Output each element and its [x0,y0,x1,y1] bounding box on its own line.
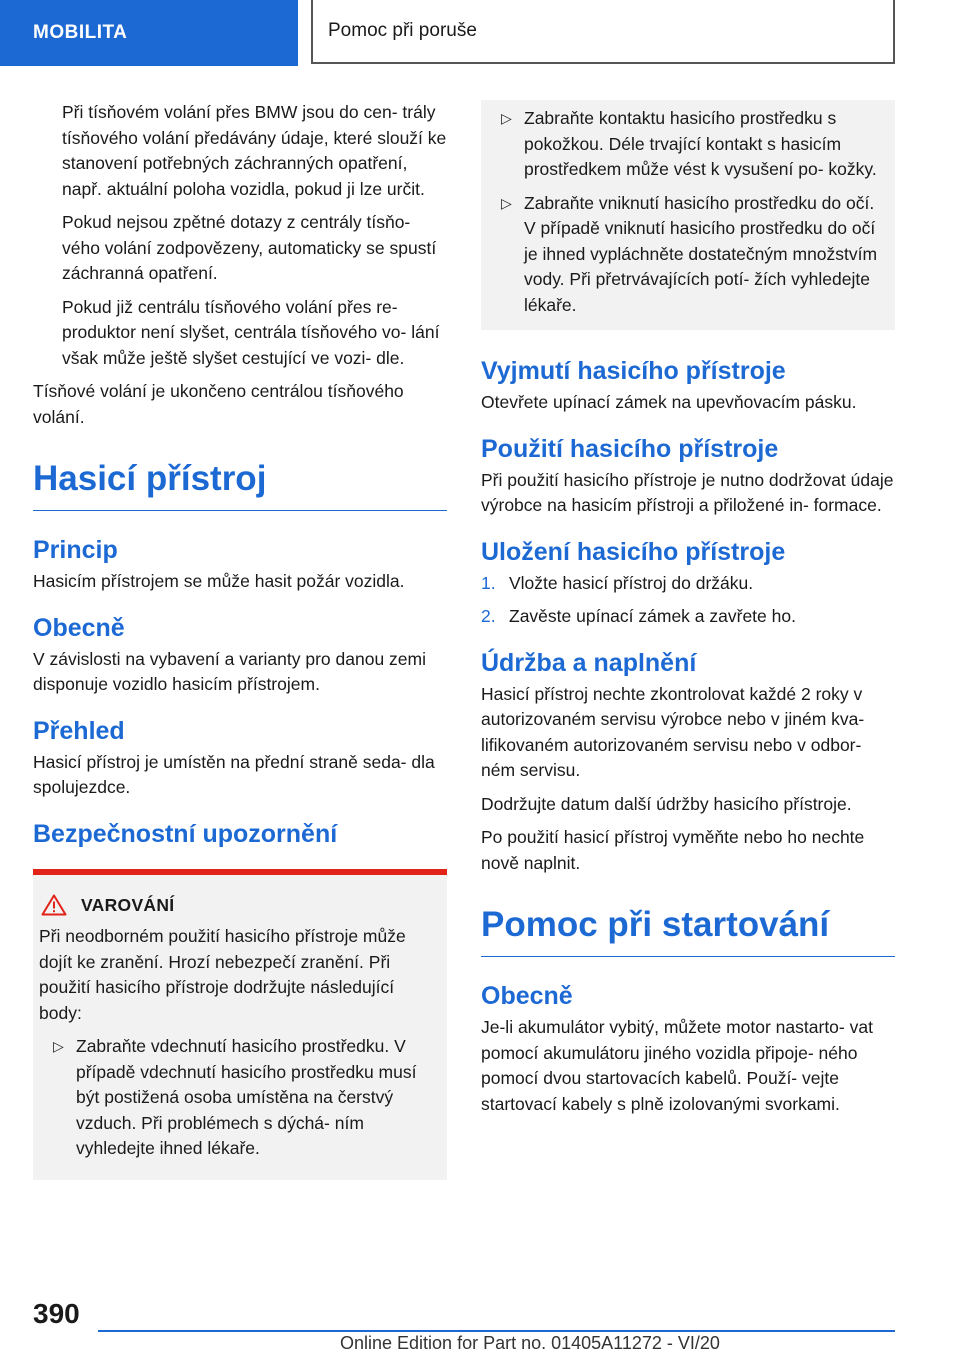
paragraph: Hasicí přístroj nechte zkontrolovat každé 2 roky v autorizovaném servisu výrobce nebo v jiném kva‐ lifikovaném autorizovaném servisu nebo v odbor‐ ném servisu. [481,683,865,780]
step-number: 2. [481,606,496,626]
list-item: 2. Zavěste upínací zámek a zavřete ho. [481,604,895,630]
heading-obecne: Obecně [481,982,573,1010]
paragraph: V závislosti na vybavení a varianty pro danou zemi disponuje vozidlo hasicím přístrojem. [33,648,426,694]
list-item: 1. Vložte hasicí přístroj do držáku. [481,571,895,597]
paragraph: Hasicí přístroj je umístěn na přední straně seda‐ dla spolujezdce. [33,751,435,797]
paragraph: Pokud nejsou zpětné dotazy z centrály tísňo‐ vého volání zodpovězeny, automaticky se spustí záchranná opatření. [62,212,437,283]
warning-box-continued [481,100,895,330]
paragraph: Při tísňovém volání přes BMW jsou do cen‐ trály tísňového volání předávány údaje, které slouží ke stanovení potřebných záchranných opatření, např. aktuální poloha vozidla, pokud ji lze určit. [62,102,447,199]
step-number: 1. [481,572,496,593]
warning-label: VAROVÁNÍ [81,894,175,915]
paragraph: Po použití hasicí přístroj vyměňte nebo ho nechte nově naplnit. [481,827,865,873]
heading-safety-notes: Bezpečnostní upozornění [33,819,338,848]
heading-obecne: Obecně [33,613,125,642]
warning-list [487,106,889,318]
left-column [33,100,447,1180]
section-tab: MOBILITA [0,0,298,66]
warning-title [39,893,441,919]
chapter-heading-jump-start: Pomoc při startování [481,904,895,957]
heading-storage: Uložení hasicího přístroje [481,537,786,566]
warning-triangle-icon [41,894,67,916]
paragraph: Pokud již centrálu tísňového volání přes re‐ produktor není slyšet, centrála tísňového vo‐ lání však může ještě slyšet cestující ve vozi‐ dle. [62,296,440,368]
list-item: ▷ Zabraňte kontaktu hasicího prostředku s pokožkou. Déle trvající kontakt s hasicím prostředkem může vést k vysušení po‐ kožky. [501,108,877,179]
edition-note: Online Edition for Part no. 01405A11272 - VI/20 [340,1333,720,1353]
paragraph: Dodržujte datum další údržby hasicího přístroje. [481,793,852,814]
heading-princip: Princip [33,536,118,564]
paragraph: Hasicím přístrojem se může hasit požár vozidla. [33,571,405,591]
heading-removal: Vyjmutí hasicího přístroje [481,357,786,385]
list-item: ▷ Zabraňte vniknutí hasicího prostředku do očí. V případě vniknutí hasicího prostředku do očí je ihned vypláchněte dostatečným množstvím vody. Při přetrvávajících potí‐ žích vyhledejte lékaře. [501,192,878,315]
triangle-right-icon: ▷ [501,194,512,211]
paragraph: Při použití hasicího přístroje je nutno dodržovat údaje výrobce na hasicím přístroji a přiložené in‐ formace. [481,469,894,515]
page-number: 390 [33,1298,80,1329]
heading-prehled: Přehled [33,716,125,745]
triangle-right-icon: ▷ [53,1038,64,1054]
warning-text: Při neodborném použití hasicího přístroje může dojít ke zranění. Hrozí nebezpečí zranění. Při použití hasicího přístroje dodržujte následující body: [39,926,406,1023]
emergency-call-indented [33,100,447,371]
triangle-right-icon: ▷ [501,110,512,126]
right-column [481,100,895,1125]
warning-box [33,869,447,1180]
warning-list [39,1034,441,1162]
list-item: ▷ Zabraňte vdechnutí hasicího prostředku. V případě vdechnutí hasicího prostředku musí být postižená osoba umístěna na čerstvý vzduch. Při problémech s dýchá‐ ním vyhledejte ihned lékaře. [53,1036,417,1158]
paragraph: Je-li akumulátor vybitý, můžete motor nastarto‐ vat pomocí akumulátoru jiného vozidla připoje‐ ného pomocí dvou startovacích kabelů. Použí‐ vejte startovací kabely s plně izolovanými svorkami. [481,1017,873,1114]
paragraph: Otevřete upínací zámek na upevňovacím pásku. [481,392,857,412]
chapter-title: Pomoc při poruše [311,0,895,64]
heading-usage: Použití hasicího přístroje [481,434,779,463]
footer-divider [98,1330,895,1332]
steps-list [481,571,895,630]
page-header [0,0,960,66]
heading-maintenance: Údržba a naplnění [481,648,697,677]
chapter-heading-fire-extinguisher: Hasicí přístroj [33,458,447,511]
paragraph: Tísňové volání je ukončeno centrálou tísňového volání. [33,381,404,427]
